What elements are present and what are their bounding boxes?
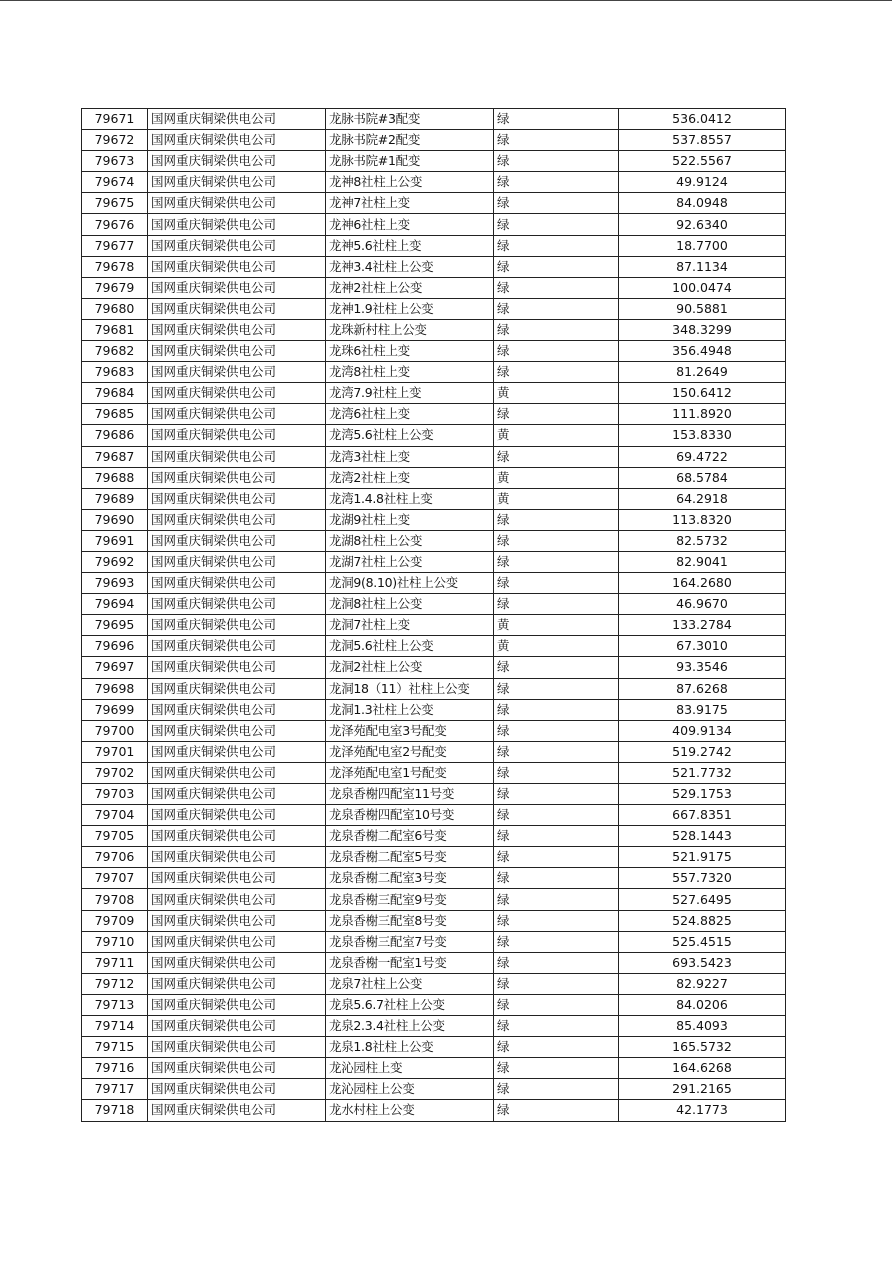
value-cell: 521.7732 [619,762,786,783]
status-cell: 绿 [494,551,619,572]
row-id-cell: 79717 [82,1079,148,1100]
status-cell: 绿 [494,1016,619,1037]
row-id-cell: 79671 [82,109,148,130]
company-cell: 国网重庆铜梁供电公司 [148,973,326,994]
company-cell: 国网重庆铜梁供电公司 [148,509,326,530]
company-cell: 国网重庆铜梁供电公司 [148,594,326,615]
value-cell: 164.2680 [619,573,786,594]
row-id-cell: 79676 [82,214,148,235]
value-cell: 153.8330 [619,425,786,446]
table-row [82,235,786,256]
status-cell: 绿 [494,509,619,530]
company-cell: 国网重庆铜梁供电公司 [148,868,326,889]
row-id-cell: 79709 [82,910,148,931]
status-cell: 黄 [494,425,619,446]
status-cell: 绿 [494,868,619,889]
table-row [82,657,786,678]
status-cell: 绿 [494,847,619,868]
table-row [82,319,786,340]
table-row [82,151,786,172]
transformer-name-cell: 龙泉7社柱上公变 [326,973,494,994]
status-cell: 绿 [494,193,619,214]
company-cell: 国网重庆铜梁供电公司 [148,847,326,868]
transformer-name-cell: 龙泽苑配电室2号配变 [326,741,494,762]
table-row [82,193,786,214]
company-cell: 国网重庆铜梁供电公司 [148,678,326,699]
row-id-cell: 79715 [82,1037,148,1058]
transformer-name-cell: 龙泽苑配电室3号配变 [326,720,494,741]
company-cell: 国网重庆铜梁供电公司 [148,214,326,235]
value-cell: 525.4515 [619,931,786,952]
status-cell: 绿 [494,404,619,425]
row-id-cell: 79683 [82,362,148,383]
company-cell: 国网重庆铜梁供电公司 [148,615,326,636]
row-id-cell: 79687 [82,446,148,467]
table-row [82,109,786,130]
table-row [82,762,786,783]
status-cell: 绿 [494,762,619,783]
table-row [82,931,786,952]
transformer-name-cell: 龙泉香榭三配室9号变 [326,889,494,910]
company-cell: 国网重庆铜梁供电公司 [148,1100,326,1121]
page-top-border [0,0,892,1]
value-cell: 557.7320 [619,868,786,889]
row-id-cell: 79693 [82,573,148,594]
status-cell: 绿 [494,973,619,994]
value-cell: 528.1443 [619,826,786,847]
status-cell: 绿 [494,130,619,151]
company-cell: 国网重庆铜梁供电公司 [148,298,326,319]
row-id-cell: 79691 [82,530,148,551]
row-id-cell: 79706 [82,847,148,868]
company-cell: 国网重庆铜梁供电公司 [148,530,326,551]
transformer-name-cell: 龙神5.6社柱上变 [326,235,494,256]
status-cell: 绿 [494,298,619,319]
value-cell: 84.0948 [619,193,786,214]
table-row [82,889,786,910]
status-cell: 绿 [494,172,619,193]
transformer-name-cell: 龙洞5.6社柱上公变 [326,636,494,657]
company-cell: 国网重庆铜梁供电公司 [148,551,326,572]
row-id-cell: 79704 [82,805,148,826]
row-id-cell: 79685 [82,404,148,425]
company-cell: 国网重庆铜梁供电公司 [148,404,326,425]
table-row [82,446,786,467]
transformer-name-cell: 龙脉书院#2配变 [326,130,494,151]
company-cell: 国网重庆铜梁供电公司 [148,762,326,783]
transformer-name-cell: 龙沁园柱上变 [326,1058,494,1079]
transformer-name-cell: 龙脉书院#1配变 [326,151,494,172]
row-id-cell: 79714 [82,1016,148,1037]
company-cell: 国网重庆铜梁供电公司 [148,931,326,952]
status-cell: 绿 [494,720,619,741]
row-id-cell: 79699 [82,699,148,720]
transformer-name-cell: 龙泉香榭二配室6号变 [326,826,494,847]
table-row [82,467,786,488]
transformer-name-cell: 龙湖8社柱上公变 [326,530,494,551]
transformer-name-cell: 龙泽苑配电室1号配变 [326,762,494,783]
transformer-name-cell: 龙泉香榭二配室5号变 [326,847,494,868]
table-row [82,720,786,741]
transformer-name-cell: 龙沁园柱上公变 [326,1079,494,1100]
transformer-name-cell: 龙珠6社柱上变 [326,341,494,362]
value-cell: 111.8920 [619,404,786,425]
table-row [82,1079,786,1100]
row-id-cell: 79672 [82,130,148,151]
row-id-cell: 79695 [82,615,148,636]
company-cell: 国网重庆铜梁供电公司 [148,952,326,973]
company-cell: 国网重庆铜梁供电公司 [148,636,326,657]
transformer-name-cell: 龙神6社柱上变 [326,214,494,235]
transformer-name-cell: 龙洞18（11）社柱上公变 [326,678,494,699]
row-id-cell: 79708 [82,889,148,910]
table-row [82,130,786,151]
company-cell: 国网重庆铜梁供电公司 [148,910,326,931]
table-row [82,741,786,762]
status-cell: 绿 [494,1037,619,1058]
value-cell: 519.2742 [619,741,786,762]
transformer-name-cell: 龙神2社柱上公变 [326,277,494,298]
value-cell: 291.2165 [619,1079,786,1100]
value-cell: 92.6340 [619,214,786,235]
transformer-name-cell: 龙泉香榭四配室10号变 [326,805,494,826]
row-id-cell: 79679 [82,277,148,298]
table-row [82,910,786,931]
row-id-cell: 79673 [82,151,148,172]
status-cell: 绿 [494,952,619,973]
company-cell: 国网重庆铜梁供电公司 [148,657,326,678]
row-id-cell: 79697 [82,657,148,678]
transformer-name-cell: 龙泉香榭四配室11号变 [326,784,494,805]
company-cell: 国网重庆铜梁供电公司 [148,151,326,172]
status-cell: 黄 [494,636,619,657]
company-cell: 国网重庆铜梁供电公司 [148,1037,326,1058]
value-cell: 165.5732 [619,1037,786,1058]
status-cell: 绿 [494,657,619,678]
row-id-cell: 79700 [82,720,148,741]
table-row [82,847,786,868]
company-cell: 国网重庆铜梁供电公司 [148,130,326,151]
value-cell: 68.5784 [619,467,786,488]
company-cell: 国网重庆铜梁供电公司 [148,172,326,193]
table-row [82,1037,786,1058]
value-cell: 527.6495 [619,889,786,910]
status-cell: 绿 [494,446,619,467]
transformer-table [81,108,786,1122]
table-row [82,973,786,994]
row-id-cell: 79674 [82,172,148,193]
row-id-cell: 79689 [82,488,148,509]
value-cell: 667.8351 [619,805,786,826]
table-row [82,1100,786,1121]
company-cell: 国网重庆铜梁供电公司 [148,109,326,130]
value-cell: 18.7700 [619,235,786,256]
status-cell: 绿 [494,805,619,826]
value-cell: 522.5567 [619,151,786,172]
transformer-name-cell: 龙湾1.4.8社柱上变 [326,488,494,509]
status-cell: 绿 [494,341,619,362]
table-row [82,172,786,193]
row-id-cell: 79696 [82,636,148,657]
transformer-name-cell: 龙湾5.6社柱上公变 [326,425,494,446]
transformer-name-cell: 龙泉1.8社柱上公变 [326,1037,494,1058]
transformer-name-cell: 龙湾7.9社柱上变 [326,383,494,404]
company-cell: 国网重庆铜梁供电公司 [148,573,326,594]
company-cell: 国网重庆铜梁供电公司 [148,319,326,340]
status-cell: 绿 [494,741,619,762]
status-cell: 绿 [494,151,619,172]
value-cell: 87.1134 [619,256,786,277]
status-cell: 绿 [494,594,619,615]
value-cell: 82.9041 [619,551,786,572]
row-id-cell: 79675 [82,193,148,214]
value-cell: 42.1773 [619,1100,786,1121]
transformer-name-cell: 龙神3.4社柱上公变 [326,256,494,277]
row-id-cell: 79701 [82,741,148,762]
transformer-name-cell: 龙珠新村柱上公变 [326,319,494,340]
value-cell: 49.9124 [619,172,786,193]
row-id-cell: 79705 [82,826,148,847]
transformer-name-cell: 龙神8社柱上公变 [326,172,494,193]
table-row [82,994,786,1015]
company-cell: 国网重庆铜梁供电公司 [148,1016,326,1037]
table-row [82,636,786,657]
transformer-name-cell: 龙洞1.3社柱上公变 [326,699,494,720]
status-cell: 绿 [494,362,619,383]
table-row [82,784,786,805]
row-id-cell: 79711 [82,952,148,973]
status-cell: 绿 [494,910,619,931]
row-id-cell: 79684 [82,383,148,404]
company-cell: 国网重庆铜梁供电公司 [148,446,326,467]
transformer-name-cell: 龙湖7社柱上公变 [326,551,494,572]
row-id-cell: 79713 [82,994,148,1015]
company-cell: 国网重庆铜梁供电公司 [148,784,326,805]
status-cell: 绿 [494,1100,619,1121]
status-cell: 绿 [494,277,619,298]
table-row [82,1016,786,1037]
row-id-cell: 79712 [82,973,148,994]
table-row [82,573,786,594]
row-id-cell: 79710 [82,931,148,952]
transformer-name-cell: 龙脉书院#3配变 [326,109,494,130]
company-cell: 国网重庆铜梁供电公司 [148,1079,326,1100]
company-cell: 国网重庆铜梁供电公司 [148,362,326,383]
company-cell: 国网重庆铜梁供电公司 [148,277,326,298]
row-id-cell: 79707 [82,868,148,889]
company-cell: 国网重庆铜梁供电公司 [148,720,326,741]
status-cell: 绿 [494,235,619,256]
company-cell: 国网重庆铜梁供电公司 [148,1058,326,1079]
company-cell: 国网重庆铜梁供电公司 [148,235,326,256]
value-cell: 85.4093 [619,1016,786,1037]
transformer-name-cell: 龙洞7社柱上变 [326,615,494,636]
table-row [82,277,786,298]
transformer-name-cell: 龙湾2社柱上变 [326,467,494,488]
row-id-cell: 79692 [82,551,148,572]
status-cell: 绿 [494,530,619,551]
value-cell: 84.0206 [619,994,786,1015]
table-row [82,952,786,973]
row-id-cell: 79686 [82,425,148,446]
transformer-name-cell: 龙湾6社柱上变 [326,404,494,425]
transformer-name-cell: 龙泉香榭二配室3号变 [326,868,494,889]
status-cell: 绿 [494,573,619,594]
table-row [82,594,786,615]
status-cell: 黄 [494,488,619,509]
transformer-name-cell: 龙洞2社柱上公变 [326,657,494,678]
status-cell: 绿 [494,889,619,910]
value-cell: 67.3010 [619,636,786,657]
value-cell: 521.9175 [619,847,786,868]
value-cell: 90.5881 [619,298,786,319]
table-row [82,868,786,889]
status-cell: 绿 [494,1079,619,1100]
row-id-cell: 79688 [82,467,148,488]
company-cell: 国网重庆铜梁供电公司 [148,467,326,488]
value-cell: 82.9227 [619,973,786,994]
value-cell: 356.4948 [619,341,786,362]
row-id-cell: 79682 [82,341,148,362]
status-cell: 绿 [494,214,619,235]
value-cell: 81.2649 [619,362,786,383]
table-row [82,298,786,319]
company-cell: 国网重庆铜梁供电公司 [148,193,326,214]
transformer-name-cell: 龙水村柱上公变 [326,1100,494,1121]
company-cell: 国网重庆铜梁供电公司 [148,341,326,362]
transformer-name-cell: 龙洞8社柱上公变 [326,594,494,615]
row-id-cell: 79677 [82,235,148,256]
status-cell: 绿 [494,994,619,1015]
table-row [82,256,786,277]
company-cell: 国网重庆铜梁供电公司 [148,805,326,826]
value-cell: 348.3299 [619,319,786,340]
value-cell: 693.5423 [619,952,786,973]
table-row [82,341,786,362]
transformer-name-cell: 龙洞9(8.10)社柱上公变 [326,573,494,594]
table-row [82,826,786,847]
value-cell: 524.8825 [619,910,786,931]
table-row [82,678,786,699]
table-row [82,362,786,383]
transformer-name-cell: 龙泉2.3.4社柱上公变 [326,1016,494,1037]
status-cell: 绿 [494,319,619,340]
status-cell: 绿 [494,784,619,805]
table-body [82,109,786,1122]
value-cell: 83.9175 [619,699,786,720]
table-row [82,488,786,509]
company-cell: 国网重庆铜梁供电公司 [148,383,326,404]
value-cell: 537.8557 [619,130,786,151]
transformer-name-cell: 龙泉香榭一配室1号变 [326,952,494,973]
company-cell: 国网重庆铜梁供电公司 [148,488,326,509]
status-cell: 黄 [494,383,619,404]
row-id-cell: 79694 [82,594,148,615]
row-id-cell: 79680 [82,298,148,319]
company-cell: 国网重庆铜梁供电公司 [148,699,326,720]
value-cell: 93.3546 [619,657,786,678]
value-cell: 113.8320 [619,509,786,530]
table-row [82,383,786,404]
status-cell: 绿 [494,1058,619,1079]
value-cell: 87.6268 [619,678,786,699]
table-row [82,404,786,425]
value-cell: 100.0474 [619,277,786,298]
transformer-name-cell: 龙泉香榭三配室8号变 [326,910,494,931]
table-row [82,699,786,720]
value-cell: 64.2918 [619,488,786,509]
row-id-cell: 79703 [82,784,148,805]
value-cell: 82.5732 [619,530,786,551]
table-row [82,509,786,530]
transformer-name-cell: 龙湾8社柱上变 [326,362,494,383]
transformer-name-cell: 龙湾3社柱上变 [326,446,494,467]
value-cell: 164.6268 [619,1058,786,1079]
company-cell: 国网重庆铜梁供电公司 [148,256,326,277]
row-id-cell: 79681 [82,319,148,340]
table-row [82,615,786,636]
transformer-name-cell: 龙泉香榭三配室7号变 [326,931,494,952]
company-cell: 国网重庆铜梁供电公司 [148,826,326,847]
status-cell: 绿 [494,109,619,130]
status-cell: 绿 [494,678,619,699]
status-cell: 黄 [494,615,619,636]
value-cell: 69.4722 [619,446,786,467]
table-row [82,214,786,235]
company-cell: 国网重庆铜梁供电公司 [148,741,326,762]
value-cell: 536.0412 [619,109,786,130]
transformer-name-cell: 龙湖9社柱上变 [326,509,494,530]
row-id-cell: 79678 [82,256,148,277]
value-cell: 150.6412 [619,383,786,404]
row-id-cell: 79690 [82,509,148,530]
value-cell: 529.1753 [619,784,786,805]
value-cell: 133.2784 [619,615,786,636]
row-id-cell: 79698 [82,678,148,699]
transformer-name-cell: 龙神1.9社柱上公变 [326,298,494,319]
table-row [82,805,786,826]
status-cell: 绿 [494,699,619,720]
row-id-cell: 79716 [82,1058,148,1079]
status-cell: 绿 [494,826,619,847]
value-cell: 409.9134 [619,720,786,741]
status-cell: 绿 [494,931,619,952]
status-cell: 绿 [494,256,619,277]
company-cell: 国网重庆铜梁供电公司 [148,889,326,910]
value-cell: 46.9670 [619,594,786,615]
table-row [82,530,786,551]
company-cell: 国网重庆铜梁供电公司 [148,425,326,446]
transformer-name-cell: 龙神7社柱上变 [326,193,494,214]
status-cell: 黄 [494,467,619,488]
company-cell: 国网重庆铜梁供电公司 [148,994,326,1015]
table-row [82,551,786,572]
row-id-cell: 79702 [82,762,148,783]
table-row [82,1058,786,1079]
table-row [82,425,786,446]
row-id-cell: 79718 [82,1100,148,1121]
transformer-name-cell: 龙泉5.6.7社柱上公变 [326,994,494,1015]
